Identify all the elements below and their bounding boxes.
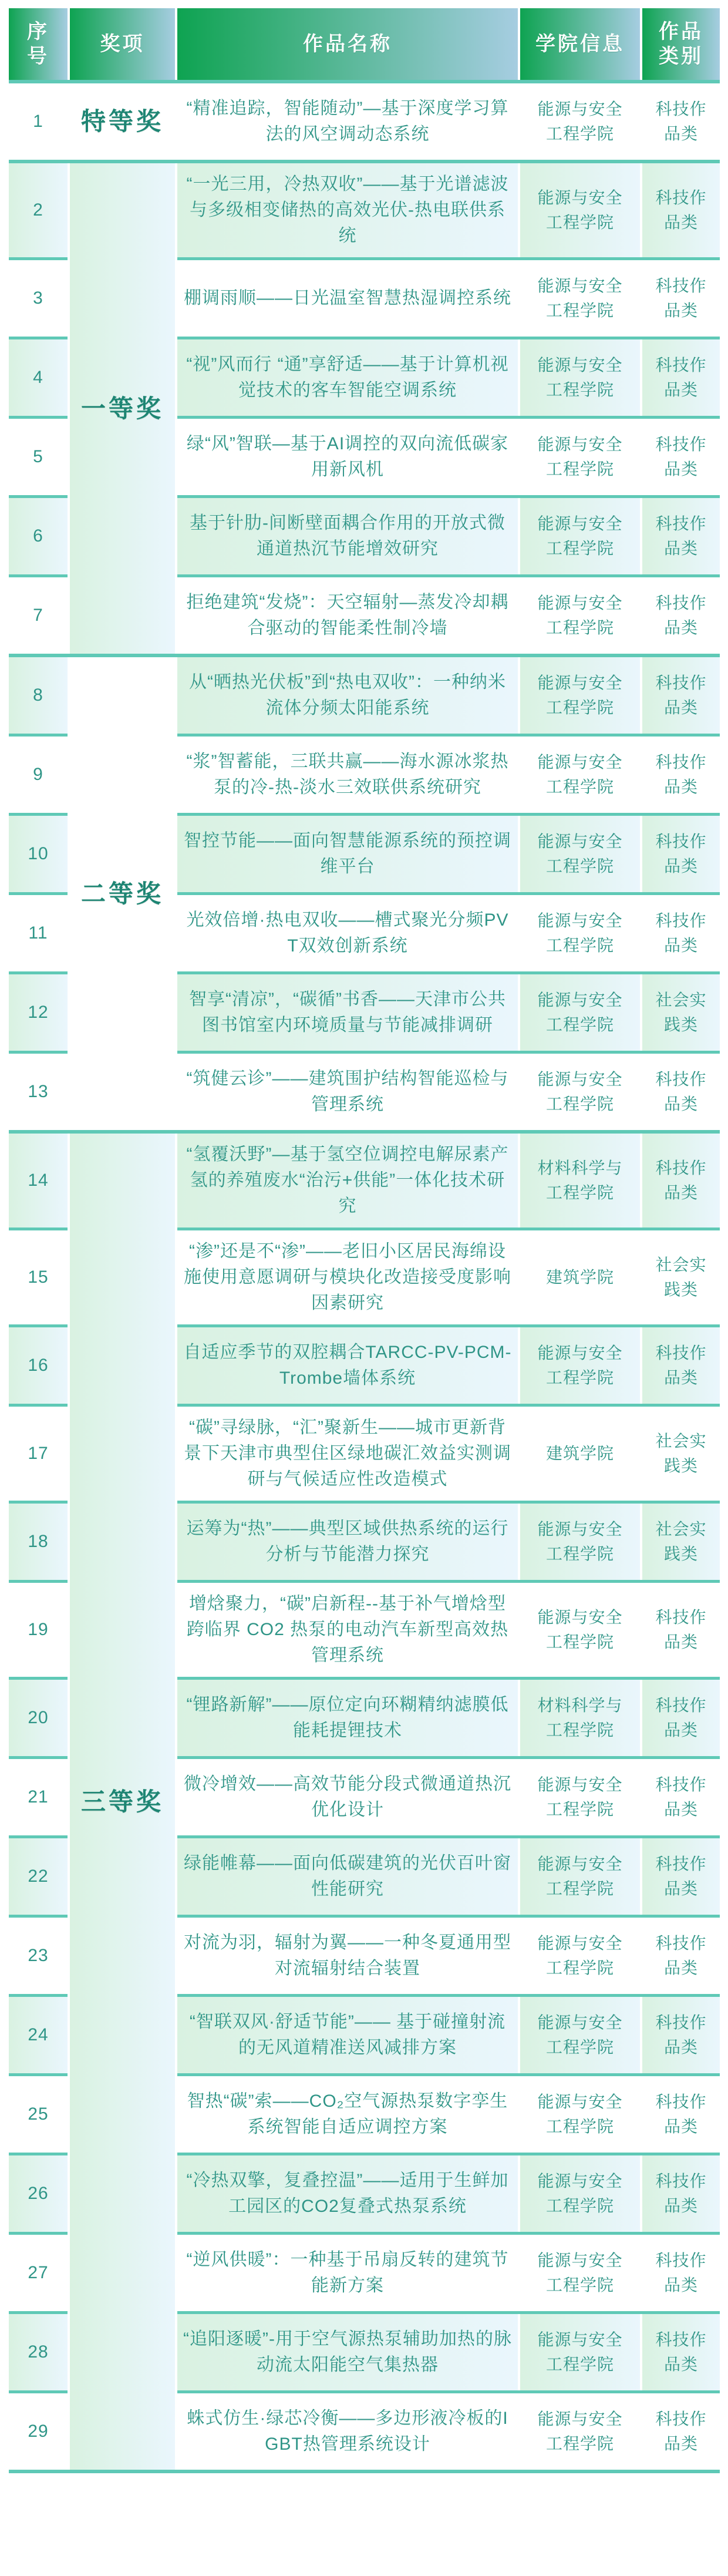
row-number: 29 [9,2393,68,2470]
award-group [9,657,720,1130]
row-number: 27 [9,2235,68,2311]
work-category: 科技作品类 [642,895,720,971]
row-number: 19 [9,1583,68,1677]
college-name: 能源与安全工程学院 [520,1583,640,1677]
award-group [9,1134,720,2470]
award-label: 一等奖 [70,163,175,654]
header-cell-2: 作品名称 [177,8,518,80]
college-name: 能源与安全工程学院 [520,2235,640,2311]
row-number: 15 [9,1230,68,1324]
work-title: 光效倍增·热电双收——槽式聚光分频PVT双效创新系统 [177,895,518,971]
row-number: 14 [9,1134,68,1228]
row-number: 21 [9,1759,68,1835]
award-group [9,83,720,160]
row-number: 12 [9,974,68,1051]
college-name: 能源与安全工程学院 [520,1504,640,1580]
row-number: 17 [9,1407,68,1501]
college-name: 能源与安全工程学院 [520,1327,640,1404]
college-name: 能源与安全工程学院 [520,163,640,257]
college-name: 能源与安全工程学院 [520,1918,640,1994]
award-label: 特等奖 [70,83,175,160]
row-number: 16 [9,1327,68,1404]
college-name: 建筑学院 [520,1407,640,1501]
row-number: 25 [9,2076,68,2153]
work-category: 科技作品类 [642,737,720,813]
work-title: 智热“碳”索——CO₂空气源热泵数字孪生系统智能自适应调控方案 [177,2076,518,2153]
work-title: 绿“风”智联—基于AI调控的双向流低碳家用新风机 [177,419,518,495]
work-title: “渗”还是不“渗”——老旧小区居民海绵设施使用意愿调研与模块化改造接受度影响因素研究 [177,1230,518,1324]
college-name: 能源与安全工程学院 [520,657,640,734]
work-category: 科技作品类 [642,2314,720,2390]
college-name: 能源与安全工程学院 [520,816,640,892]
work-title: 基于针肋-间断壁面耦合作用的开放式微通道热沉节能增效研究 [177,498,518,574]
row-number: 4 [9,339,68,416]
college-name: 能源与安全工程学院 [520,2393,640,2470]
work-category: 社会实践类 [642,1407,720,1501]
header-cell-4: 作品类别 [642,8,720,80]
college-name: 能源与安全工程学院 [520,895,640,971]
work-category: 科技作品类 [642,2076,720,2153]
work-category: 科技作品类 [642,1918,720,1994]
work-title: “浆”智蓄能，三联共赢——海水源冰浆热泵的冷-热-淡水三效联供系统研究 [177,737,518,813]
work-category: 科技作品类 [642,2235,720,2311]
work-category: 科技作品类 [642,260,720,337]
work-category: 科技作品类 [642,1680,720,1756]
work-category: 社会实践类 [642,1504,720,1580]
row-number: 26 [9,2155,68,2232]
row-number: 28 [9,2314,68,2390]
row-number: 18 [9,1504,68,1580]
work-category: 科技作品类 [642,2393,720,2470]
college-name: 能源与安全工程学院 [520,260,640,337]
work-title: 对流为羽，辐射为翼——一种冬夏通用型对流辐射结合装置 [177,1918,518,1994]
work-category: 科技作品类 [642,1583,720,1677]
college-name: 能源与安全工程学院 [520,419,640,495]
work-title: 微冷增效——高效节能分段式微通道热沉优化设计 [177,1759,518,1835]
work-category: 科技作品类 [642,1327,720,1404]
college-name: 能源与安全工程学院 [520,339,640,416]
work-category: 科技作品类 [642,83,720,160]
work-title: “一光三用，冷热双收”——基于光谱滤波与多级相变储热的高效光伏-热电联供系统 [177,163,518,257]
work-category: 科技作品类 [642,163,720,257]
row-number: 24 [9,1997,68,2073]
work-category: 科技作品类 [642,577,720,654]
work-title: 运筹为“热”——典型区域供热系统的运行分析与节能潜力探究 [177,1504,518,1580]
work-title: 棚调雨顺——日光温室智慧热湿调控系统 [177,260,518,337]
row-number: 3 [9,260,68,337]
work-category: 科技作品类 [642,1997,720,2073]
awards-table-body [9,80,720,2473]
work-category: 社会实践类 [642,1230,720,1324]
work-title: 智享“清凉”，“碳循”书香——天津市公共图书馆室内环境质量与节能减排调研 [177,974,518,1051]
college-name: 材料科学与工程学院 [520,1134,640,1228]
work-category: 社会实践类 [642,974,720,1051]
work-title: 从“晒热光伏板”到“热电双收”：一种纳米流体分频太阳能系统 [177,657,518,734]
row-number: 11 [9,895,68,971]
work-title: “冷热双擎，复叠控温”——适用于生鲜加工园区的CO2复叠式热泵系统 [177,2155,518,2232]
row-number: 9 [9,737,68,813]
college-name: 能源与安全工程学院 [520,1997,640,2073]
college-name: 能源与安全工程学院 [520,83,640,160]
separator-line [9,2470,720,2473]
work-category: 科技作品类 [642,657,720,734]
row-number: 20 [9,1680,68,1756]
work-title: 智控节能——面向智慧能源系统的预控调维平台 [177,816,518,892]
college-name: 能源与安全工程学院 [520,1838,640,1915]
row-number: 10 [9,816,68,892]
work-title: “氢覆沃野”—基于氢空位调控电解尿素产氢的养殖废水“治污+供能”一体化技术研究 [177,1134,518,1228]
row-number: 22 [9,1838,68,1915]
row-number: 8 [9,657,68,734]
work-title: 拒绝建筑“发烧”：天空辐射—蒸发冷却耦合驱动的智能柔性制冷墙 [177,577,518,654]
header-cell-3: 学院信息 [520,8,640,80]
work-title: “锂路新解”——原位定向环糊精纳滤膜低能耗提锂技术 [177,1680,518,1756]
award-label: 二等奖 [70,657,175,1130]
header-cell-0: 序号 [9,8,68,80]
work-title: 增焓聚力，“碳”启新程--基于补气增焓型跨临界 CO2 热泵的电动汽车新型高效热管理系统 [177,1583,518,1677]
work-category: 科技作品类 [642,339,720,416]
work-category: 科技作品类 [642,1134,720,1228]
work-category: 科技作品类 [642,1838,720,1915]
work-title: “精准追踪，智能随动”—基于深度学习算法的风空调动态系统 [177,83,518,160]
work-title: “碳”寻绿脉，“汇”聚新生——城市更新背景下天津市典型住区绿地碳汇效益实测调研与气候适应性改造模式 [177,1407,518,1501]
table-header [9,8,720,80]
work-title: “筑健云诊”——建筑围护结构智能巡检与管理系统 [177,1054,518,1130]
row-number: 6 [9,498,68,574]
row-number: 5 [9,419,68,495]
work-category: 科技作品类 [642,498,720,574]
row-number: 2 [9,163,68,257]
work-title: 蛛式仿生·绿芯冷衡——多边形液冷板的IGBT热管理系统设计 [177,2393,518,2470]
work-title: “逆风供暖”：一种基于吊扇反转的建筑节能新方案 [177,2235,518,2311]
college-name: 能源与安全工程学院 [520,1054,640,1130]
work-title: “视”风而行 “通”享舒适——基于计算机视觉技术的客车智能空调系统 [177,339,518,416]
college-name: 建筑学院 [520,1230,640,1324]
work-category: 科技作品类 [642,419,720,495]
college-name: 能源与安全工程学院 [520,2076,640,2153]
work-category: 科技作品类 [642,816,720,892]
award-label: 三等奖 [70,1134,175,2470]
work-category: 科技作品类 [642,1054,720,1130]
header-cell-1: 奖项 [70,8,175,80]
college-name: 能源与安全工程学院 [520,737,640,813]
college-name: 能源与安全工程学院 [520,577,640,654]
work-category: 科技作品类 [642,1759,720,1835]
award-group [9,163,720,654]
work-title: “智联双风·舒适节能”—— 基于碰撞射流的无风道精准送风减排方案 [177,1997,518,2073]
work-title: “追阳逐暖”-用于空气源热泵辅助加热的脉动流太阳能空气集热器 [177,2314,518,2390]
row-number: 7 [9,577,68,654]
college-name: 能源与安全工程学院 [520,1759,640,1835]
work-title: 绿能帷幕——面向低碳建筑的光伏百叶窗性能研究 [177,1838,518,1915]
college-name: 能源与安全工程学院 [520,498,640,574]
college-name: 能源与安全工程学院 [520,2155,640,2232]
college-name: 能源与安全工程学院 [520,2314,640,2390]
work-category: 科技作品类 [642,2155,720,2232]
college-name: 能源与安全工程学院 [520,974,640,1051]
row-number: 1 [9,83,68,160]
row-number: 13 [9,1054,68,1130]
college-name: 材料科学与工程学院 [520,1680,640,1756]
row-number: 23 [9,1918,68,1994]
work-title: 自适应季节的双腔耦合TARCC-PV-PCM-Trombe墙体系统 [177,1327,518,1404]
